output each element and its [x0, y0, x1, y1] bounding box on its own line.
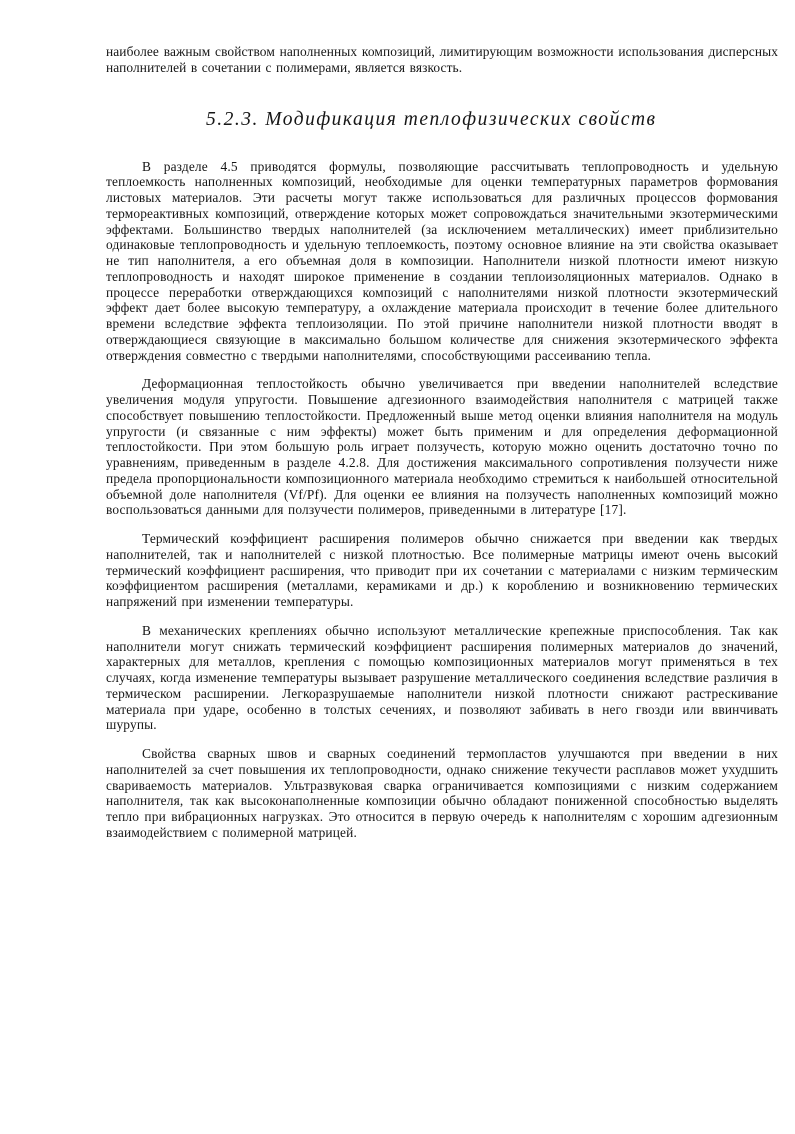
paragraph-thermal-conductivity: В разделе 4.5 приводятся формулы, позволяющие рассчитывать теплопроводность и удельную теплоемкость наполненных композиций, необходимые для оценки температурных параметров формования листовых материалов. Эти расчеты могут также использоваться для различных процессов формования термореактивных композиций, отверждение которых может сопровождаться значительными экзотермическими эффектами. Большинство твердых наполнителей (за исключением металлических) имеет приблизительно одинаковые теплопроводность и удельную теплоемкость, поэтому основное влияние на эти свойства оказывает не тип наполнителя, а его объемная доля в композиции. Наполнители низкой плотности имеют низкую теплопроводность и находят широкое применение в создании теплоизоляционных материалов. Однако в процессе переработки отверждающихся композиций с наполнителями низкой плотности экзотермический эффект дает более высокую температуру, а охлаждение материала происходит в течение более длительного времени вследствие эффекта теплоизоляции. По этой причине наполнители низкой плотности вводят в отверждающиеся связующие в максимально большом количестве для снижения экзотермического эффекта отверждения совместно с твердыми наполнителями, способствующими рассеиванию тепла. [106, 158, 778, 363]
book-page [106, 44, 778, 854]
intro-paragraph: наиболее важным свойством наполненных композиций, лимитирующим возможности использования дисперсных наполнителей в сочетании с полимерами, является вязкость. [106, 44, 778, 75]
paragraph-welding: Свойства сварных швов и сварных соединений термопластов улучшаются при введении в них наполнителей за счет повышения их теплопроводности, однако снижение текучести расплавов может ухудшить свариваемость материалов. Ультразвуковая сварка ограничивается композициями с низким содержанием наполнителя, так как высоконаполненные композиции обычно обладают пониженной способностью выделять тепло при вибрационных нагрузках. Это относится в первую очередь к наполнителям с хорошим адгезионным взаимодействием с полимерной матрицей. [106, 746, 778, 840]
paragraph-heat-resistance: Деформационная теплостойкость обычно увеличивается при введении наполнителей вследствие увеличения модуля упругости. Повышение адгезионного взаимодействия наполнителя с матрицей также способствует повышению теплостойкости. Предложенный выше метод оценки влияния наполнителя на модуль упругости (и связанные с ним эффекты) может быть применим и для определения деформационной теплостойкости. При этом большую роль играет ползучесть, которую можно оценить достаточно точно по уравнениям, приведенным в разделе 4.2.8. Для достижения максимального сопротивления ползучести ниже предела пропорциональности композиционного материала необходимо стремиться к наибольшей относительной объемной доле наполнителя (Vf/Pf). Для оценки ее влияния на ползучесть наполненных композиций можно воспользоваться данными для ползучести полимеров, приведенными в литературе [17]. [106, 376, 778, 518]
paragraph-mechanical-fastening: В механических креплениях обычно используют металлические крепежные приспособления. Так как наполнители могут снижать термический коэффициент расширения полимерных материалов до значений, характерных для металлов, крепления с помощью композиционных материалов могут применяться в тех случаях, когда изменение температуры вызывает разрушение металлического соединения вследствие различия в термическом расширении. Легкоразрушаемые наполнители низкой плотности снижают растрескивание материала при ударе, особенно в толстых сечениях, и позволяют забивать в него гвозди или ввинчивать шурупы. [106, 622, 778, 733]
section-title: 5.2.3. Модификация теплофизических свойств [206, 108, 657, 130]
paragraph-thermal-expansion: Термический коэффициент расширения полимеров обычно снижается при введении как твердых наполнителей, так и наполнителей с низкой плотностью. Все полимерные матрицы имеют очень высокий термический коэффициент расширения, что приводит при их сочетании с материалами с низким термическим коэффициентом расширения (металлами, керамиками и др.) к короблению и возникновению термических напряжений при изменении температуры. [106, 531, 778, 610]
body-text [106, 159, 778, 841]
